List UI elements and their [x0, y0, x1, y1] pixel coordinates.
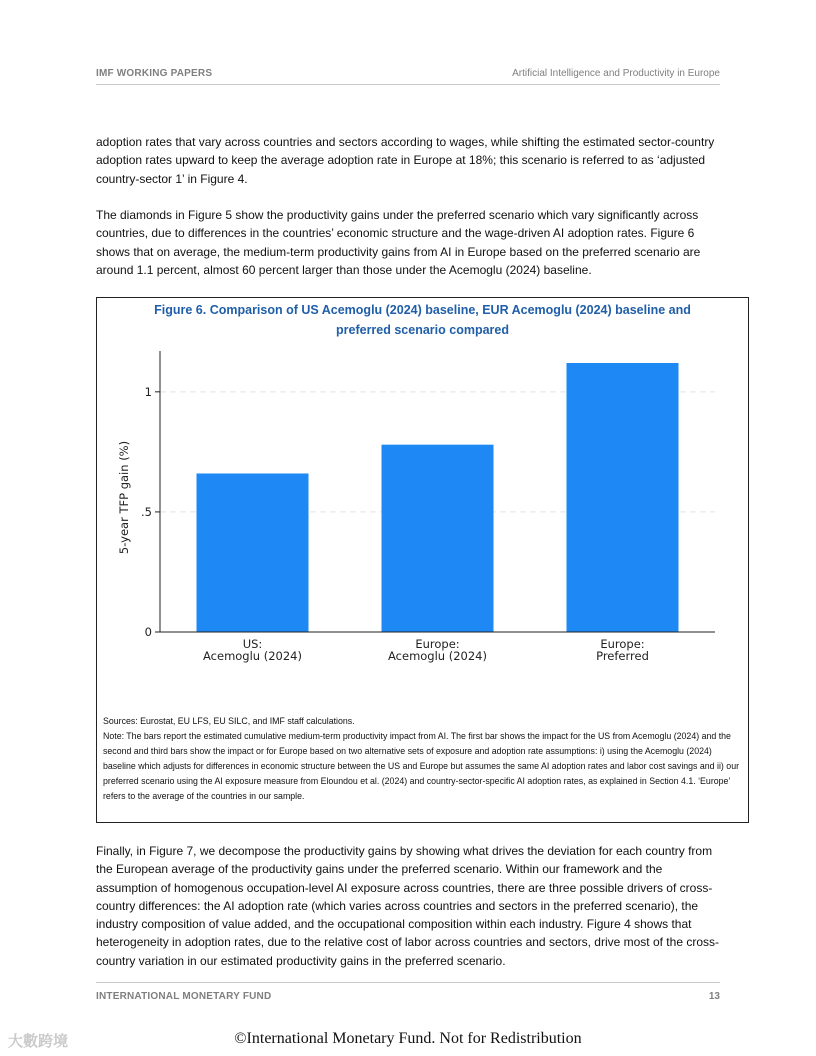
footer-rule [96, 982, 720, 983]
body-paragraph-2: The diamonds in Figure 5 show the productivity gains under the preferred scenario which vary significantly across countries, due to differences in the countries’ economic structure and the wage-driven AI adoption rates. Figure 6 shows that on average, the medium-term productivity gains from AI in Europe based on the preferred scenario are around 1.1 percent, almost 60 percent larger than those under the Acemoglu (2024) baseline. [96, 208, 701, 277]
bar [382, 445, 494, 632]
running-header-series: IMF WORKING PAPERS [96, 68, 213, 79]
y-tick-label: 1 [144, 384, 152, 399]
bar [567, 363, 679, 632]
figure-title-line-1: Figure 6. Comparison of US Acemoglu (2024) baseline, EUR Acemoglu (2024) baseline and [154, 303, 691, 317]
header-rule [96, 84, 720, 85]
y-tick-label: 0 [144, 625, 152, 639]
body-paragraph-1: adoption rates that vary across countries and sectors according to wages, while shifting the estimated sector-country adoption rates upward to keep the average adoption rate in Europe at 18%; this scenario is referred to as ‘adjusted country-sector 1’ in Figure 4. [96, 135, 715, 186]
figure-sources: Sources: Eurostat, EU LFS, EU SILC, and IMF staff calculations. [103, 716, 355, 726]
bar-chart [97, 298, 748, 708]
bar [197, 473, 309, 632]
y-tick-label: .5 [141, 504, 152, 519]
figure-notes [103, 714, 742, 804]
footer-publisher: INTERNATIONAL MONETARY FUND [96, 991, 272, 1002]
y-axis-title: 5-year TFP gain (%) [117, 440, 131, 555]
x-tick-label: Acemoglu (2024) [203, 649, 302, 663]
figure-6-box [96, 297, 749, 823]
x-tick-label: Preferred [596, 649, 649, 663]
page-number: 13 [708, 991, 720, 1002]
x-tick-label: US: [242, 637, 263, 651]
figure-title-line-2: preferred scenario compared [336, 323, 509, 337]
figure-note: Note: The bars report the estimated cumulative medium-term productivity impact from AI. The first bar shows the impact for the US from Acemoglu (2024) and the second and third bars show the impact or for Europe based on two alternative sets of exposure and adoption rate assumptions: i) using the Acemoglu (2024) baseline which adjusts for differences in economic structure between the US and Europe but assumes the same AI adoption rates and labor cost savings and ii) our preferred scenario using the AI exposure measure from Eloundou et al. (2024) and country-sector-specific AI adoption rates, as explained in Section 4.1. ‘Europe’ refers to the average of the countries in our sample. [103, 731, 740, 801]
x-tick-label: Europe: [600, 637, 645, 651]
watermark-logo: 大數跨境 [8, 1033, 69, 1050]
running-header-title: Artificial Intelligence and Productivity in Europe [512, 68, 720, 79]
copyright-notice: ©International Monetary Fund. Not for Redistribution [234, 1030, 582, 1047]
x-tick-label: Acemoglu (2024) [388, 649, 487, 663]
x-tick-label: Europe: [415, 637, 460, 651]
body-paragraph-3: Finally, in Figure 7, we decompose the productivity gains by showing what drives the deviation for each country from the European average of the productivity gains under the preferred scenario. Within our framework and the assumption of homogenous occupation-level AI exposure across countries, there are three possible drivers of cross-country differences: the AI adoption rate (which varies across countries and sectors in the preferred scenario), the industry composition of value added, and the occupational composition within each industry. Figure 4 shows that heterogeneity in adoption rates, due to the relative cost of labor across countries and sectors, drive most of the cross-country variation in our estimated productivity gains in the preferred scenario. [96, 844, 719, 968]
